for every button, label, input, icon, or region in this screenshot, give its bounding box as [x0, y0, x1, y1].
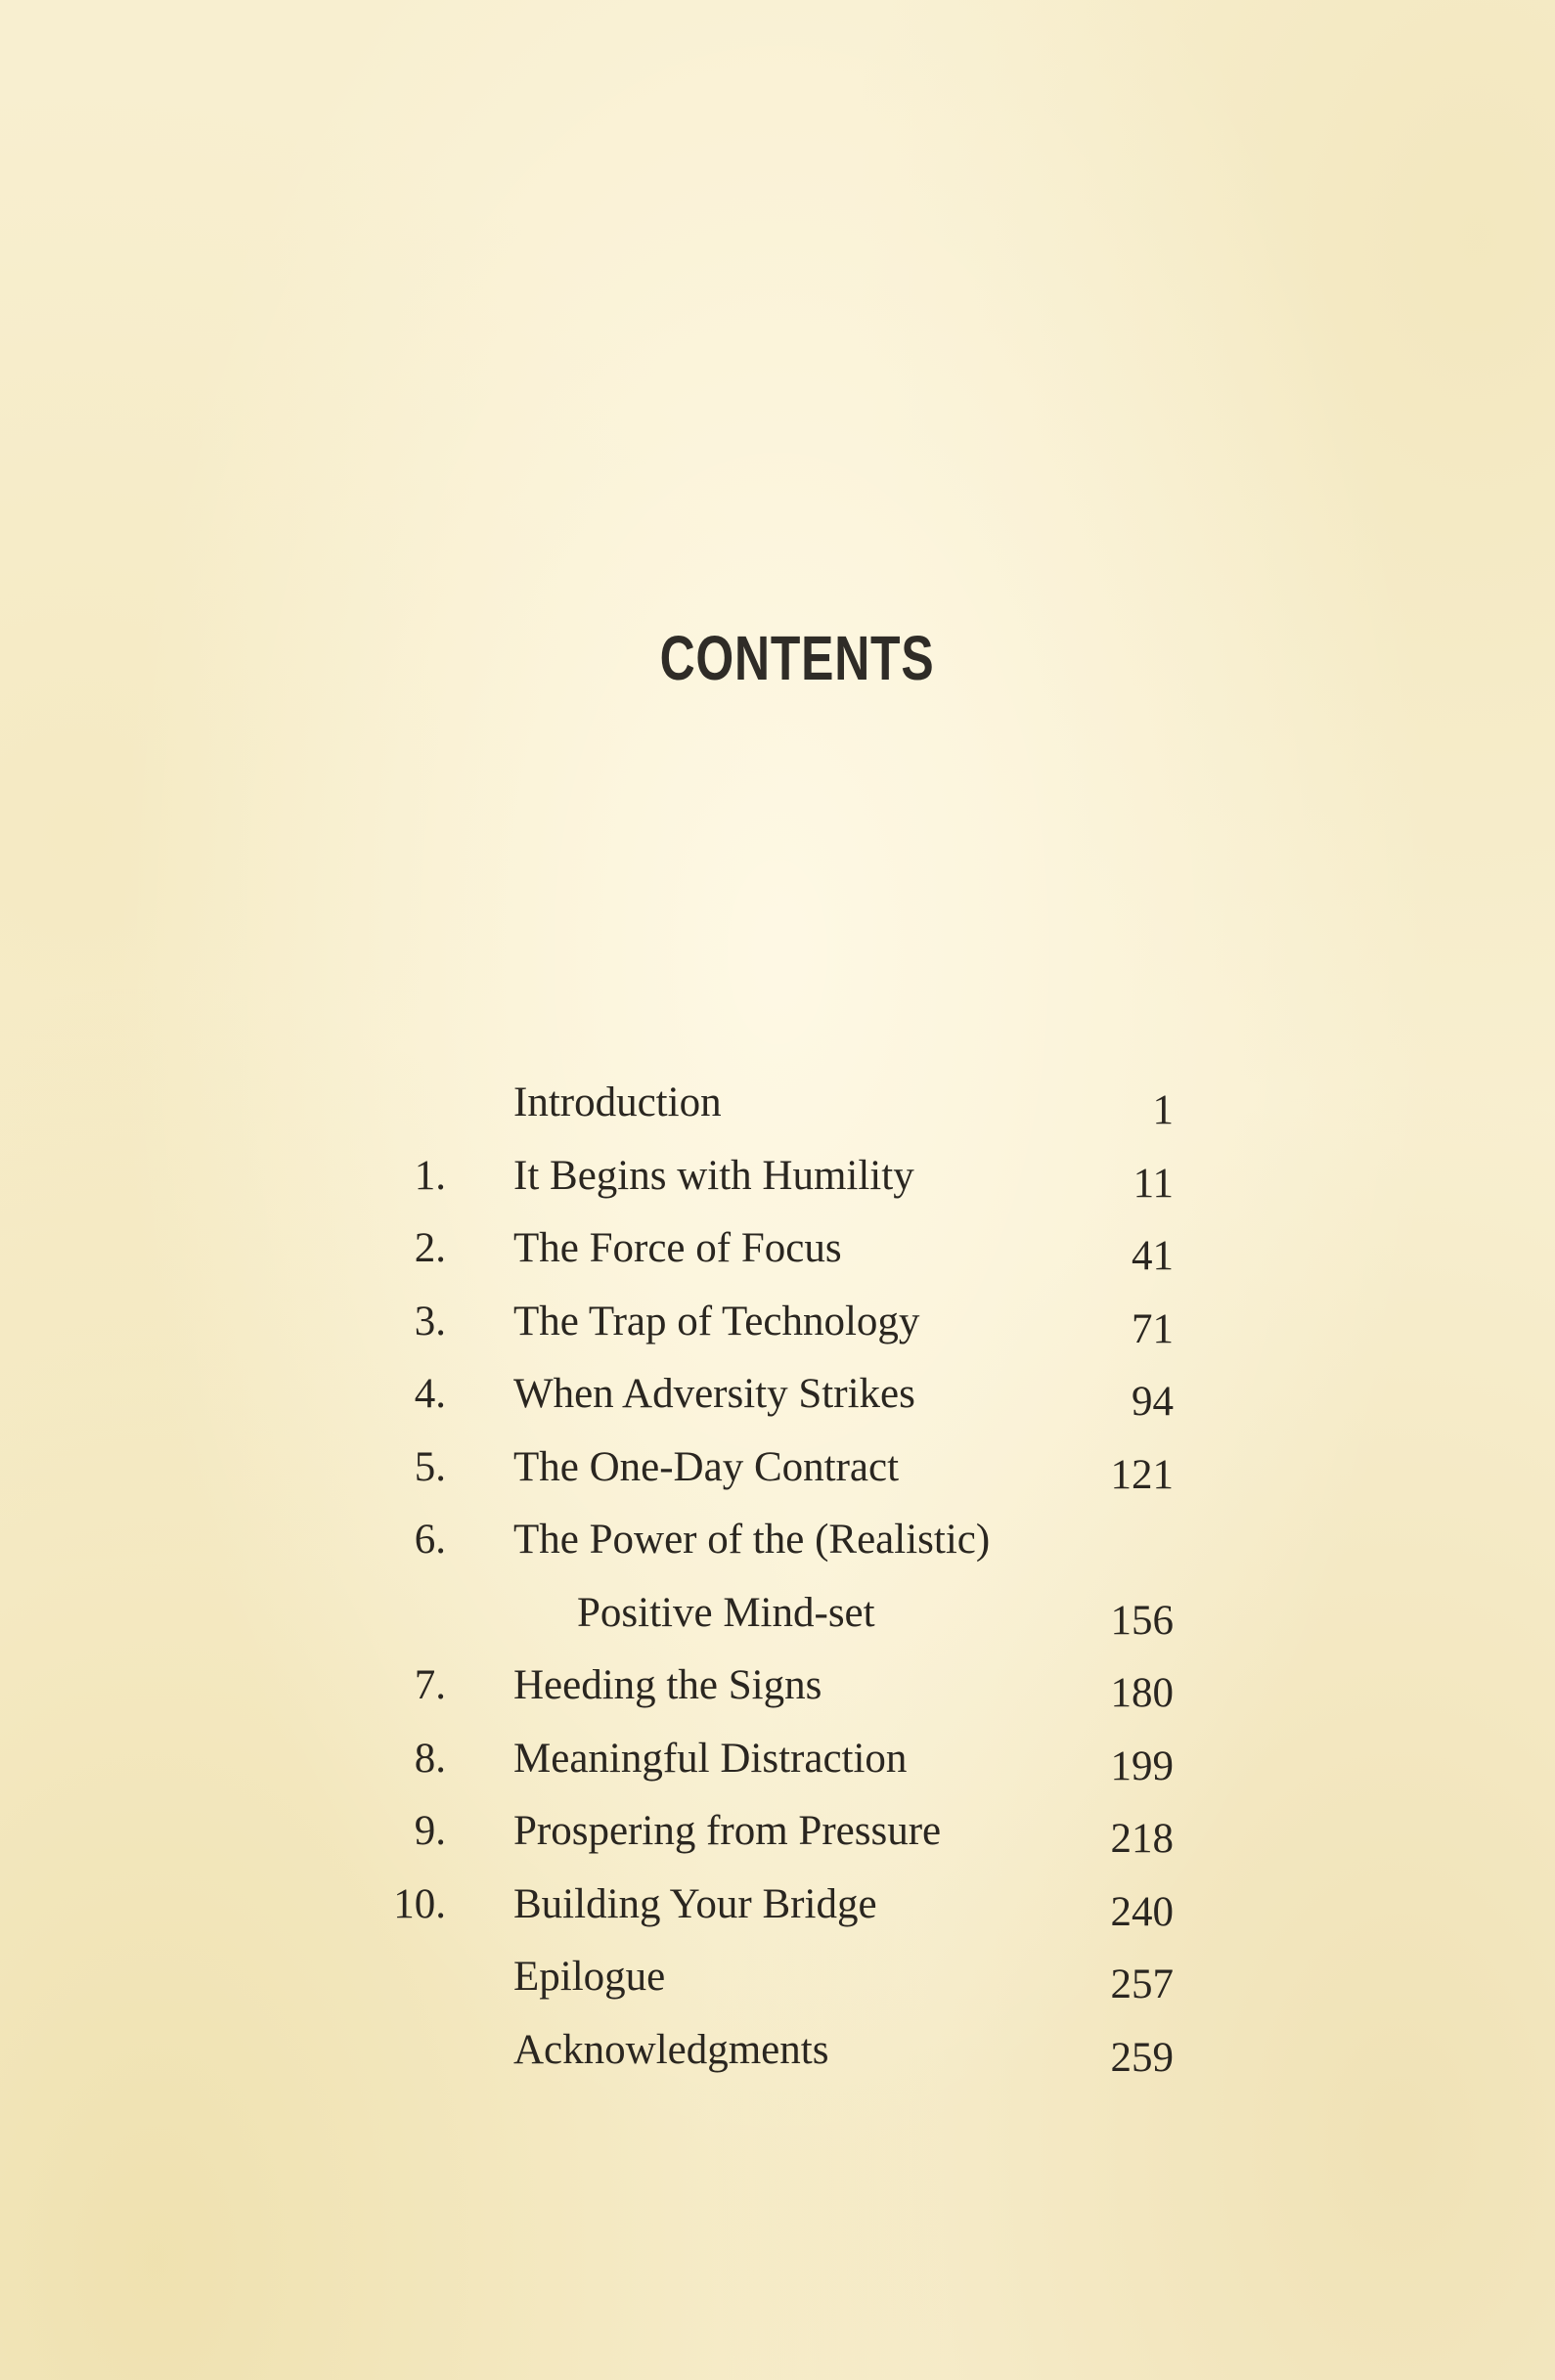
- chapter-number: 10.: [393, 1880, 446, 1927]
- toc-entry-epilogue: [372, 1950, 1193, 2023]
- chapter-title: The Power of the (Realistic): [513, 1517, 991, 1563]
- chapter-title: Prospering from Pressure: [513, 1808, 942, 1854]
- chapter-number: 2.: [414, 1225, 446, 1271]
- toc-entry-2: [372, 1221, 1193, 1295]
- chapter-title: Building Your Bridge: [513, 1880, 877, 1927]
- chapter-title: When Adversity Strikes: [513, 1371, 915, 1417]
- chapter-number: 4.: [414, 1371, 446, 1417]
- page-number: 1: [1152, 1087, 1174, 1133]
- page-number: 259: [1110, 2034, 1174, 2081]
- page-title: CONTENTS: [659, 623, 935, 693]
- chapter-title: The One-Day Contract: [513, 1443, 900, 1490]
- toc-entry-8: [372, 1732, 1193, 1805]
- page-number: 240: [1110, 1888, 1174, 1935]
- page-number: 180: [1110, 1670, 1174, 1716]
- chapter-number: 3.: [414, 1298, 446, 1344]
- page-number: 11: [1133, 1160, 1174, 1207]
- toc-entry-6-continued: [372, 1586, 1193, 1659]
- toc-entry-4: [372, 1367, 1193, 1440]
- toc-entry-3: [372, 1295, 1193, 1368]
- chapter-number: 9.: [414, 1808, 446, 1854]
- toc-entry-acknowledgments: [372, 2023, 1193, 2096]
- toc-entry-10: [372, 1877, 1193, 1951]
- chapter-title: Epilogue: [513, 1954, 666, 2000]
- toc-entry-6: [372, 1513, 1193, 1586]
- chapter-number: 1.: [414, 1152, 446, 1199]
- chapter-number: 6.: [414, 1517, 446, 1563]
- page-number: 94: [1132, 1379, 1174, 1425]
- page-number: 156: [1110, 1597, 1174, 1644]
- chapter-title: The Trap of Technology: [513, 1298, 920, 1344]
- chapter-number: 8.: [414, 1735, 446, 1782]
- page-number: 41: [1132, 1233, 1174, 1279]
- chapter-number: 5.: [414, 1443, 446, 1490]
- table-of-contents: [372, 1076, 1193, 2095]
- chapter-title: The Force of Focus: [513, 1225, 842, 1271]
- chapter-title: Acknowledgments: [513, 2026, 829, 2073]
- page-number: 121: [1110, 1451, 1174, 1498]
- page-number: 257: [1110, 1961, 1174, 2007]
- chapter-title-continuation: Positive Mind-set: [577, 1589, 875, 1636]
- toc-entry-introduction: [372, 1076, 1193, 1149]
- page-number: 71: [1132, 1305, 1174, 1352]
- page-number: 199: [1110, 1742, 1174, 1789]
- toc-entry-9: [372, 1804, 1193, 1877]
- chapter-title: Meaningful Distraction: [513, 1735, 908, 1782]
- toc-entry-7: [372, 1658, 1193, 1732]
- toc-entry-1: [372, 1149, 1193, 1222]
- chapter-title: Introduction: [513, 1080, 722, 1125]
- chapter-number: 7.: [414, 1662, 446, 1708]
- chapter-title: Heeding the Signs: [513, 1662, 822, 1708]
- toc-entry-5: [372, 1440, 1193, 1514]
- chapter-title: It Begins with Humility: [513, 1152, 914, 1199]
- page-number: 218: [1110, 1816, 1174, 1862]
